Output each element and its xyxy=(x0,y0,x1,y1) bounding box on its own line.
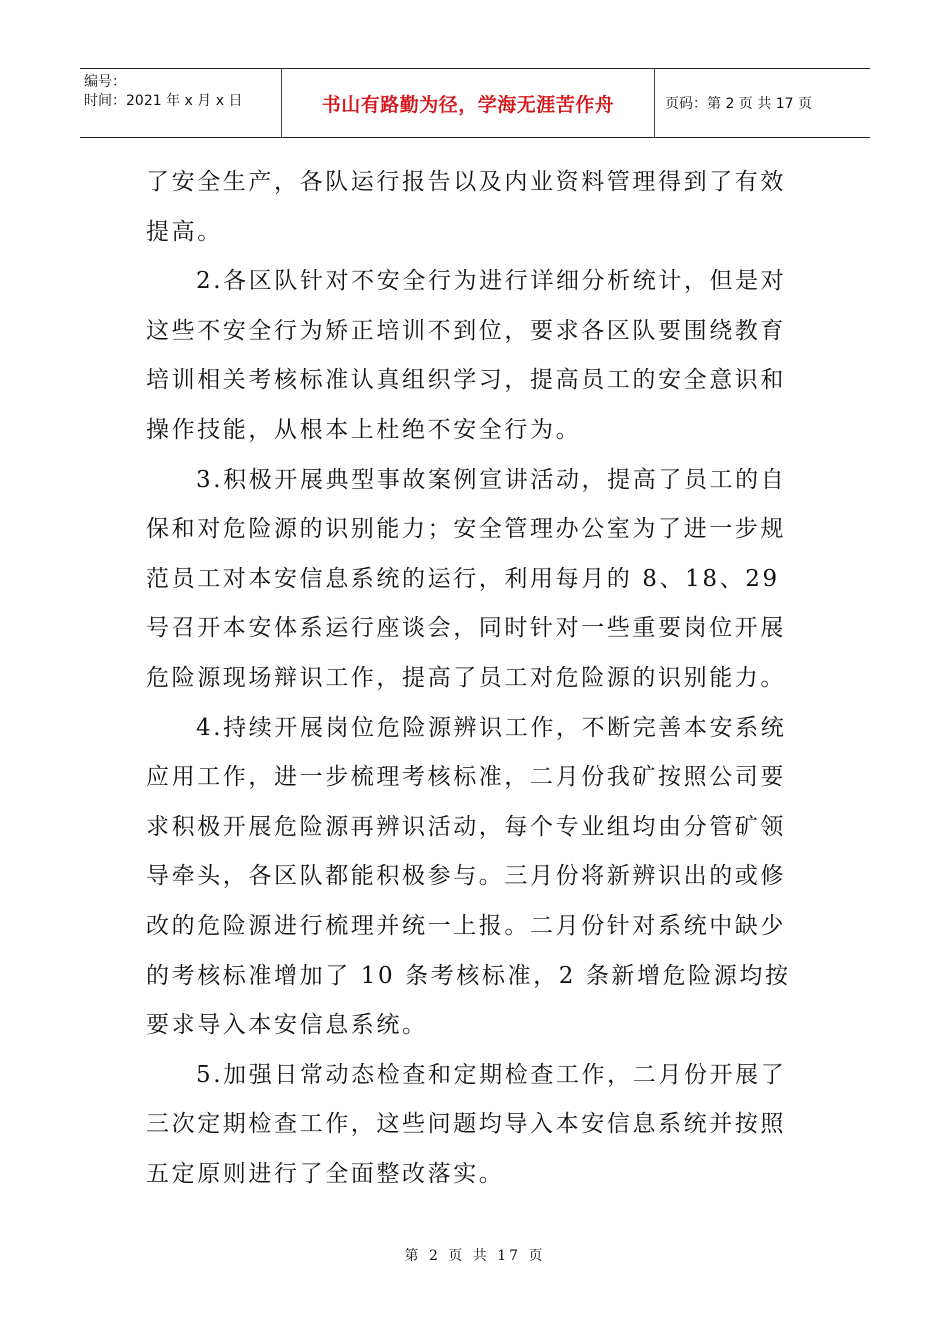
header-motto: 书山有路勤为径，学海无涯苦作舟 xyxy=(321,93,615,116)
paragraph-item-3: 3.积极开展典型事故案例宣讲活动，提高了员工的自保和对危险源的识别能力；安全管理办公室为了进一步规范员工对本安信息系统的运行，利用每月的 8、18、29 号召开本安体系运行座谈会，同时针对一些重要岗位开展危险源现场辩识工作，提高了员工对危险源的识别能力。 xyxy=(146,466,787,691)
header-page-cell xyxy=(655,69,870,137)
header-meta-cell xyxy=(80,69,282,137)
paragraph-continuation: 了安全生产，各队运行报告以及内业资料管理得到了有效提高。 xyxy=(146,169,786,245)
header-motto-cell xyxy=(282,69,655,137)
header-table xyxy=(80,68,870,138)
page-footer: 第 2 页 共 17 页 xyxy=(404,1248,546,1264)
paragraph-item-2: 2.各区队针对不安全行为进行详细分析统计，但是对这些不安全行为矫正培训不到位，要求各区队要围绕教育培训相关考核标准认真组织学习，提高员工的安全意识和操作技能，从根本上杜绝不安全行为。 xyxy=(146,268,787,443)
paragraph-item-5: 5.加强日常动态检查和定期检查工作，二月份开展了三次定期检查工作，这些问题均导入本安信息系统并按照五定原则进行了全面整改落实。 xyxy=(146,1061,787,1187)
paragraph-item-4: 4.持续开展岗位危险源辨识工作，不断完善本安系统应用工作，进一步梳理考核标准，二月份我矿按照公司要求积极开展危险源再辨识活动，每个专业组均由分管矿领导牵头，各区队都能积极参与。三月份将新辨识出的或修改的危险源进行梳理并统一上报。二月份针对系统中缺少的考核标准增加了 10 条考核标准，2 条新增危险源均按要求导入本安信息系统。 xyxy=(146,714,791,1039)
document-time: 时间：2021 年 x 月 x 日 xyxy=(84,93,243,109)
document-body xyxy=(146,158,806,1199)
document-number-label: 编号： xyxy=(84,74,126,90)
header-page-code: 页码：第 2 页 共 17 页 xyxy=(665,96,812,112)
